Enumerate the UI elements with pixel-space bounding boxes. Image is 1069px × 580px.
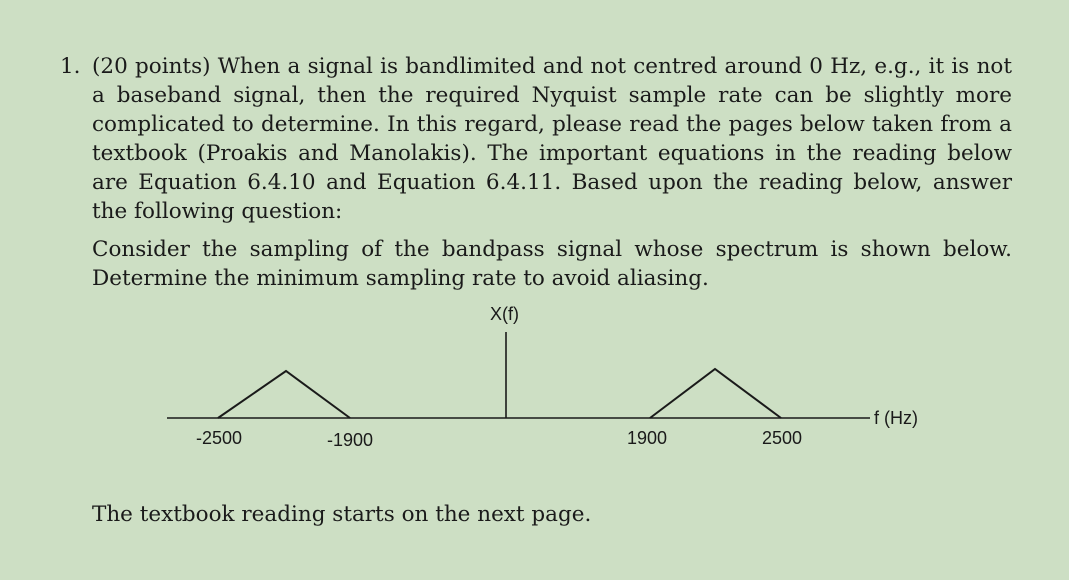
tick-label-neg-2500: -2500	[196, 428, 243, 448]
negative-band-triangle	[218, 371, 350, 418]
question-paragraph-1: (20 points) When a signal is bandlimited and not centred around 0 Hz, e.g., it is not a baseband signal, then the required Nyquist sample rate can be slightly more complicated to determine. In this regard, please read the pages below taken from a textbook (Proakis and Manolakis). The important equations in the reading below are Equation 6.4.10 and Equation 6.4.11. Based upon the reading below, answer the following question:	[92, 54, 1012, 224]
footer-note: The textbook reading starts on the next page.	[92, 502, 592, 527]
tick-label-2500: 2500	[762, 428, 803, 448]
y-axis-label: X(f)	[490, 304, 519, 324]
tick-label-neg-1900: -1900	[327, 430, 374, 450]
question-paragraph-2: Consider the sampling of the bandpass signal whose spectrum is shown below. Determine the minimum sampling rate to avoid aliasing.	[92, 237, 1012, 291]
tick-label-1900: 1900	[627, 428, 668, 448]
x-axis-label: f (Hz)	[874, 408, 918, 428]
positive-band-triangle	[650, 369, 781, 418]
question-number: 1.	[60, 54, 81, 79]
